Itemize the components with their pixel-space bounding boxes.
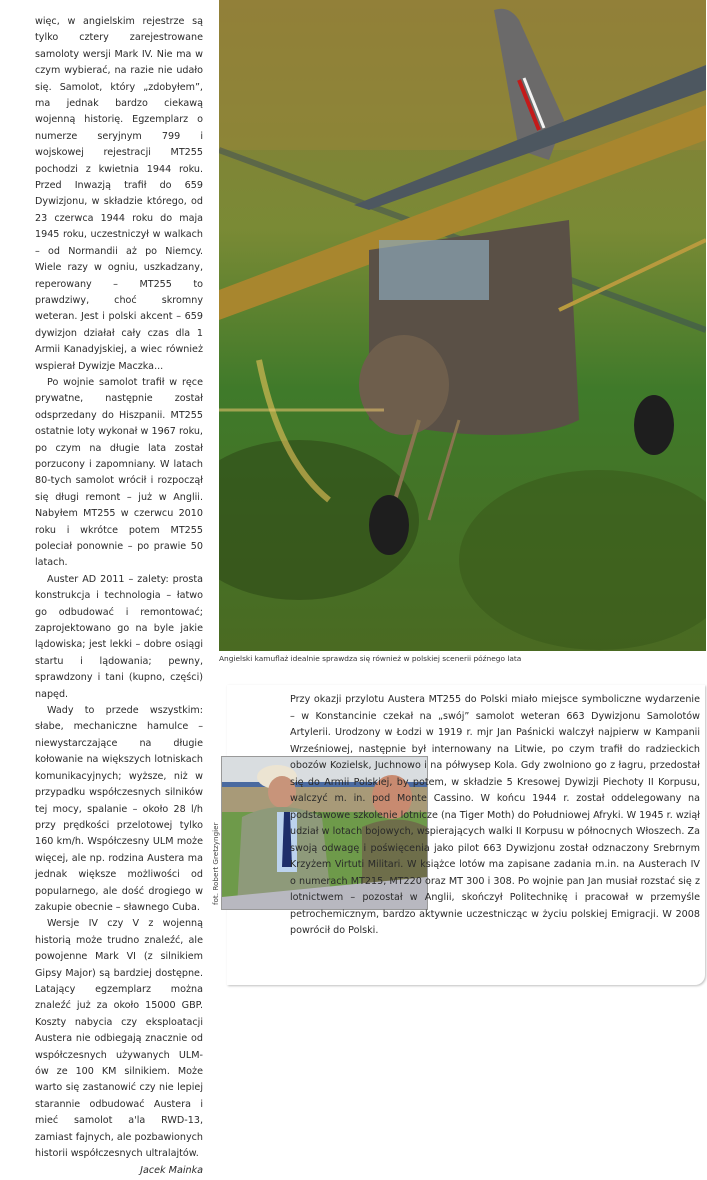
article-paragraph: Auster AD 2011 – zalety: prosta konstrukcja i technologia – łatwo go odbudować i remontować; zaprojektowano go na byle jakie lądowiska; jest lekki – dobre osiągi startu i lądowania; pewny, sprawdzony i tani (kupno, części) napęd. bbox=[35, 573, 203, 700]
photo-caption: Angielski kamuflaż idealnie sprawdza się również w polskiej scenerii późnego lata bbox=[219, 654, 522, 663]
article-paragraph: Wersje IV czy V z wojenną historią może trudno znaleźć, ale powojenne Mark VI (z silnikiem Gipsy Major) są bardziej dostępne. Latający egzemplarz można znaleźć już za około 15000 GBP. Koszty nabycia czy eksploatacji Austera nie odbiegają znacznie od współczesnych używanych ULM-ów ze 100 KM silnikiem. Może warto się zastanowić czy nie lepiej starannie odbudować Austera i mieć samolot a'la RWD-13, zamiast fajnych, ale pozbawionych historii współczesnych ultralajtów. bbox=[35, 918, 203, 1160]
sidebar-paragraph: Przy okazji przylotu Austera MT255 do Polski miało miejsce symboliczne wydarzenie – w Konstancinie czekał na „swój” samolot weteran 663 Dywizjonu Samolotów Artylerii. Urodzony w Łodzi w 1919 r. mjr Jan Paśnicki walczył najpierw w Kampanii Wrześniowej, następnie był internowany na Litwie, po czym trafił do radzieckich obozów Kozielsk, Juchnowo i na półwysep Kola. Gdy zwolniono go z łagru, przedostał się do Armii Polskiej, by potem, w składzie 5 Kresowej Dywizji Piechoty II Korpusu, walczyć m. in. pod Monte Cassino. W końcu 1944 r. został oddelegowany na podstawowe szkolenie lotnicze (na Tiger Moth) do Południowej Afryki. W 1945 r. wziął udział w lotach bojowych, wspierających walki II Korpusu w północnych Włoszech. Za swoją odwagę i poświęcenia jako pilot 663 Dywizjonu został odznaczony Srebrnym Krzyżem Virtuti Militari. W książce lotów ma zapisane zadania m.in. na Austerach IV o numerach MT215, MT220 oraz MT 300 i 308. Po wojnie pan Jan musiał rozstać się z lotnictwem – pozostał w Anglii, skończył Politechnikę i pracował w przemyśle petrochemicznym, bardzo aktywnie uczestnicząc w życiu polskiej Emigracji. W 2008 powrócił do Polski. bbox=[290, 694, 700, 936]
airplane-illustration bbox=[219, 0, 706, 651]
photo-credit: fot. Robert Gretzyngier bbox=[211, 822, 220, 905]
article-paragraph: Po wojnie samolot trafił w ręce prywatne, następnie został odsprzedany do Hiszpanii. MT255 ostatnie loty wykonał w 1967 roku, po czym na długie lata został porzucony i zapomniany. W latach 80-tych samolot wrócił i rozpoczął się długi remont – już w Anglii. Nabyłem MT255 w czerwcu 2010 roku i wkrótce potem MT255 poleciał ponownie – po prawie 50 latach. bbox=[35, 376, 203, 569]
article-paragraph: więc, w angielskim rejestrze są tylko cztery zarejestrowane samoloty wersji Mark IV. Nie ma w czym wybierać, na razie nie udało się. Samolot, który „zdobyłem”, ma jednak bardzo ciekawą wojenną historię. Egzemplarz o numerze seryjnym 799 i wojskowej rejestracji MT255 pochodzi z kwietnia 1944 roku. Przed Inwazją trafił do 659 Dywizjonu, w składzie którego, od 23 czerwca 1944 roku do maja 1945 roku, uczestniczył w walkach – od Normandii aż po Niemcy. Wiele razy w ogniu, uszkadzany, reperowany – MT255 to prawdziwy, choć skromny weteran. Jest i polski akcent – 659 dywizjon działał cały czas dla 1 Armii Kanadyjskiej, a wiec również wspierał Dywizje Maczka... bbox=[35, 16, 203, 372]
article-paragraph: Wady to przede wszystkim: słabe, mechaniczne hamulce – niewystarczające na długie kołowanie na większych lotniskach komunikacyjnych; wyższe, niż w przypadku współczesnych silników tej mocy, spalanie – około 28 l/h przy prędkości przelotowej tylko 160 km/h. Współczesny ULM może więcej, ale np. rodzina Austera ma jednak większe możliwości od popularnego, ale dość drogiego w zakupie obecnie – sławnego Cuba. bbox=[35, 705, 203, 913]
author-signature: Jacek Mainka bbox=[140, 1165, 203, 1177]
main-photo-airplane bbox=[219, 0, 706, 651]
left-article-column bbox=[35, 14, 203, 1180]
sidebar-box-text bbox=[290, 692, 700, 940]
